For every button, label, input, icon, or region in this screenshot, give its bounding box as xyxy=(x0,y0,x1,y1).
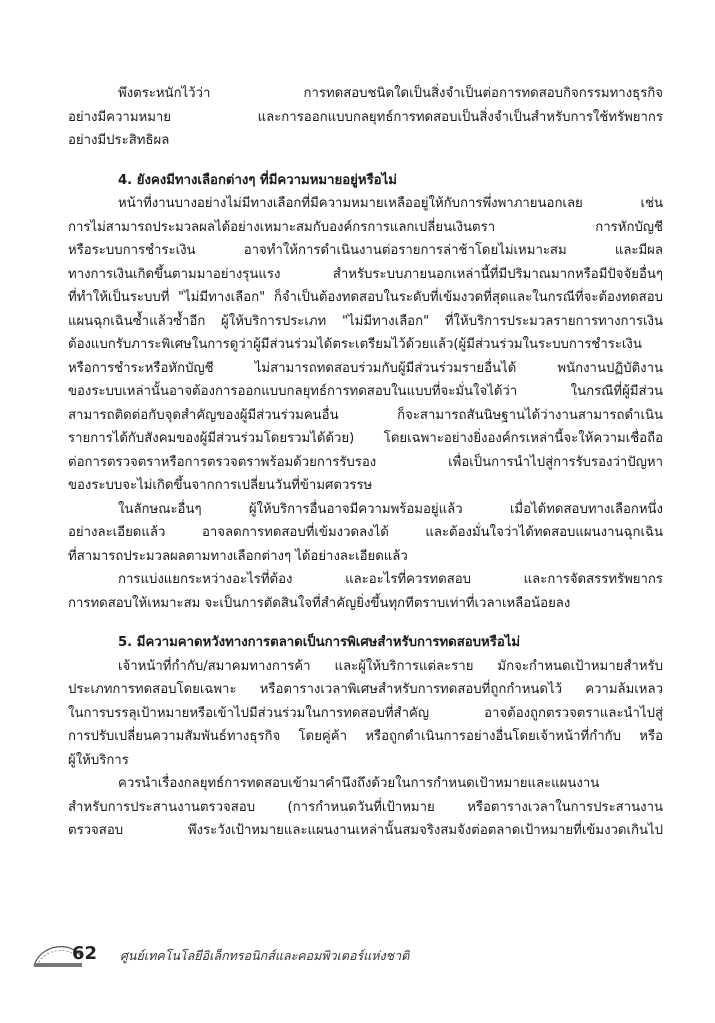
text-line: รายการได้กับสังคมของผู้มีส่วนร่วมโดยรวมได้ด้วย) โดยเฉพาะอย่างยิ่งองค์กรเหล่านี้จะให้ความเชื่อถือ xyxy=(68,431,663,446)
text-line: ตรวจสอบ พึงระวังเป้าหมายและแผนงานเหล่านั้นสมจริงสมจังต่อตลาดเป้าหมายที่เข้มงวดเกินไป xyxy=(68,823,663,838)
text-line: ผู้ให้บริการ xyxy=(68,752,129,768)
page-footer xyxy=(32,938,672,968)
section-heading: 5. มีความคาดหวังทางการตลาดเป็นการพิเศษสำหรับการทดสอบหรือไม่ xyxy=(118,635,521,650)
text-line: ในการบรรลุเป้าหมายหรือเข้าไปมีส่วนร่วมในการทดสอบที่สำคัญ อาจต้องถูกตรวจตราและนำไปสู่ xyxy=(68,705,663,721)
text-line: การทดสอบให้เหมาะสม จะเป็นการตัดสินใจที่สำคัญยิ่งขึ้นทุกทีตราบเท่าที่เวลาเหลือน้อยลง xyxy=(68,595,571,611)
text-line: ที่ทำให้เป็นระบบที่ "ไม่มีทางเลือก" ก็จำเป็นต้องทดสอบในระดับที่เข้มงวดที่สุดและในกรณีที่จะต้องทดสอบ xyxy=(68,290,663,305)
paragraph-gap xyxy=(68,153,663,169)
text-line: สำหรับการประสานงานตรวจสอบ (การกำหนดวันที่เป้าหมาย หรือตารางเวลาในการประสานงาน xyxy=(68,799,663,815)
text-line: ที่สามารถประมวลผลตามทางเลือกต่างๆ ได้อย่างละเอียดแล้ว xyxy=(68,548,408,564)
text-line: ควรนำเรื่องกลยุทธ์การทดสอบเข้ามาคำนึงถึงด้วยในการกำหนดเป้าหมายและแผนงาน xyxy=(118,776,600,791)
page-number: 62 xyxy=(72,943,98,964)
paragraph-gap xyxy=(68,615,663,631)
text-line: อย่างละเอียดแล้ว อาจลดการทดสอบที่เข้มงวดลงได้ และต้องมั่นใจว่าได้ทดสอบแผนงานฉุกเฉิน xyxy=(68,525,663,540)
section-heading: 4. ยังคงมีทางเลือกต่างๆ ที่มีความหมายอยู่หรือไม่ xyxy=(118,172,397,188)
text-line: ทางการเงินเกิดขึ้นตามมาอย่างรุนแรง สำหรับระบบภายนอกเหล่านี้ที่มีปริมาณมากหรือมีปัจจัยอื่นๆ xyxy=(68,266,663,282)
text-line: การไม่สามารถประมวลผลได้อย่างเหมาะสมกับองค์กรการแลกเปลี่ยนเงินตรา การหักบัญชี xyxy=(68,219,663,235)
text-line: หรือการชำระหรือหักบัญชี ไม่สามารถทดสอบร่วมกับผู้มีส่วนร่วมรายอื่นได้ พนักงานปฏิบัติงาน xyxy=(68,360,663,376)
text-line: พึงตระหนักไว้ว่า การทดสอบชนิดใดเป็นสิ่งจำเป็นต่อการทดสอบกิจกรรมทางธุรกิจ xyxy=(118,86,663,101)
text-line: อย่างมีความหมาย และการออกแบบกลยุทธ์การทดสอบเป็นสิ่งจำเป็นสำหรับการใช้ทรัพยากร xyxy=(68,109,663,125)
text-line: ประเภทการทดสอบโดยเฉพาะ หรือตารางเวลาพิเศษสำหรับการทดสอบที่ถูกกำหนดไว้ ความล้มเหลว xyxy=(68,682,663,697)
text-line: สามารถติดต่อกับจุดสำคัญของผู้มีส่วนร่วมคนอื่น ก็จะสามารถสันนิษฐานได้ว่างานสามารถดำเนิน xyxy=(68,407,663,423)
text-line: การปรับเปลี่ยนความสัมพันธ์ทางธุรกิจ โดยคู่ค้า หรือถูกดำเนินการอย่างอื่นโดยเจ้าหน้าที่กำกับ หรือ xyxy=(68,729,663,744)
text-line: อย่างมีประสิทธิผล xyxy=(68,133,170,148)
document-body xyxy=(68,82,663,843)
footer-organization-text: ศูนย์เทคโนโลยีอิเล็กทรอนิกส์และคอมพิวเตอร์แห่งชาติ xyxy=(120,948,410,963)
text-line: ของระบบจะไม่เกิดขึ้นจากการเปลี่ยนวันที่ข้ามศตวรรษ xyxy=(68,478,373,493)
text-line: หรือระบบการชำระเงิน อาจทำให้การดำเนินงานต่อรายการล่าช้าโดยไม่เหมาะสม และมีผล xyxy=(68,243,663,258)
text-line: การแบ่งแยกระหว่างอะไรที่ต้อง และอะไรที่ควรทดสอบ และการจัดสรรทรัพยากร xyxy=(118,572,663,587)
text-line: ในลักษณะอื่นๆ ผู้ให้บริการอื่นอาจมีความพร้อมอยู่แล้ว เมื่อได้ทดสอบทางเลือกหนึ่ง xyxy=(118,501,663,517)
text-line: ต่อการตรวจตราหรือการตรวจตราพร้อมด้วยการรับรอง เพื่อเป็นการนำไปสู่การรับรองว่าปัญหา xyxy=(68,454,663,470)
text-line: ของระบบเหล่านั้นอาจต้องการออกแบบกลยุทธ์การทดสอบในแบบที่จะมั่นใจได้ว่า ในกรณีที่ผู้มีส่วน xyxy=(68,384,663,399)
text-line: ต้องแบกรับภาระพิเศษในการดูว่าผู้มีส่วนร่วมได้ตระเตรียมไว้ด้วยแล้ว(ผู้มีส่วนร่วมในระบบการชำระเงิน xyxy=(68,337,642,352)
text-line: แผนฉุกเฉินซ้ำแล้วซ้ำอีก ผู้ให้บริการประเภท "ไม่มีทางเลือก" ที่ให้บริการประมวลรายการทางการเงิน xyxy=(68,313,663,329)
text-line: เจ้าหน้าที่กำกับ/สมาคมทางการค้า และผู้ให้บริการแต่ละราย มักจะกำหนดเป้าหมายสำหรับ xyxy=(118,658,663,674)
text-line: หน้าที่งานบางอย่างไม่มีทางเลือกที่มีความหมายเหลืออยู่ให้กับการพึ่งพาภายนอกเลย เช่น xyxy=(118,196,663,211)
